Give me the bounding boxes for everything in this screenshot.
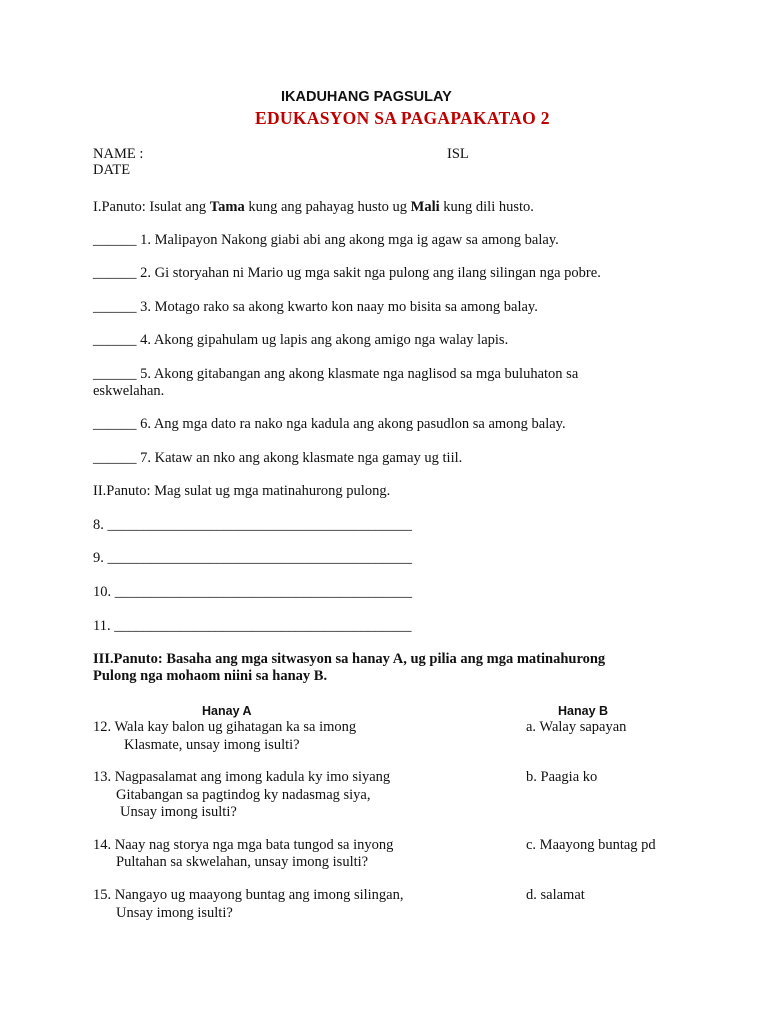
situation-item: 14. Naay nag storya nga mga bata tungod sa inyong: [93, 837, 394, 853]
situation-item: 15. Nangayo ug maayong buntag ang imong silingan,: [93, 887, 404, 903]
mali-keyword: Mali: [410, 199, 440, 215]
situation-item-line3: Unsay imong isulti?: [120, 804, 237, 820]
isl-label: ISL: [447, 146, 469, 162]
question-item: [93, 332, 508, 349]
question-text: 1. Malipayon Nakong giabi abi ang akong mga ig agaw sa among balay.: [140, 232, 559, 248]
answer-line[interactable]: 9. __________________________________________: [93, 550, 412, 566]
tama-keyword: Tama: [209, 199, 245, 215]
choice-d: d. salamat: [526, 887, 585, 903]
answer-blank[interactable]: ______: [93, 366, 137, 382]
answer-blank[interactable]: ______: [93, 450, 137, 466]
question-item: [93, 366, 578, 383]
situation-item: 12. Wala kay balon ug gihatagan ka sa imong: [93, 719, 357, 735]
question-text: 2. Gi storyahan ni Mario ug mga sakit nga pulong ang ilang silingan nga pobre.: [140, 265, 601, 281]
question-text: 4. Akong gipahulam ug lapis ang akong amigo nga walay lapis.: [140, 332, 509, 348]
answer-blank[interactable]: ______: [93, 265, 137, 281]
answer-blank[interactable]: ______: [93, 416, 137, 432]
answer-blank[interactable]: ______: [93, 299, 137, 315]
question-item: [93, 265, 601, 282]
situation-item-line2: Pultahan sa skwelahan, unsay imong isulti?: [116, 854, 369, 870]
question-item: [93, 232, 559, 249]
question-text-continuation: eskwelahan.: [93, 383, 165, 399]
situation-item-line2: Gitabangan sa pagtindog ky nadasmag siya,: [116, 787, 371, 803]
answer-blank[interactable]: ______: [93, 232, 137, 248]
part1-instruction-prefix: I.Panuto: Isulat ang: [93, 199, 207, 215]
test-title: IKADUHANG PAGSULAY: [281, 89, 452, 105]
part1-instruction-mid: kung ang pahayag husto ug: [248, 199, 408, 215]
question-text: 6. Ang mga dato ra nako nga kadula ang akong pasudlon sa among balay.: [140, 416, 566, 432]
question-item: [93, 450, 462, 467]
hanay-a-header: Hanay A: [202, 704, 252, 718]
part1-instruction-suffix: kung dili husto.: [443, 199, 534, 215]
question-item: [93, 299, 538, 316]
situation-item: 13. Nagpasalamat ang imong kadula ky imo siyang: [93, 769, 391, 785]
answer-line[interactable]: 10. _________________________________________: [93, 584, 412, 600]
choice-c: c. Maayong buntag pd: [526, 837, 656, 853]
part3-instruction-line1: III.Panuto: Basaha ang mga sitwasyon sa hanay A, ug pilia ang mga matinahurong: [93, 651, 606, 667]
name-label: NAME :: [93, 146, 144, 162]
answer-blank[interactable]: ______: [93, 332, 137, 348]
hanay-b-header: Hanay B: [558, 704, 609, 718]
answer-line[interactable]: 8. __________________________________________: [93, 517, 412, 533]
situation-item-line2: Unsay imong isulti?: [116, 905, 233, 921]
question-item: [93, 416, 566, 433]
date-label: DATE: [93, 162, 131, 178]
question-text: 7. Kataw an nko ang akong klasmate nga gamay ug tiil.: [140, 450, 463, 466]
choice-a: a. Walay sapayan: [526, 719, 627, 735]
choice-b: b. Paagia ko: [526, 769, 598, 785]
part1-instruction: [93, 199, 534, 216]
question-text: 3. Motago rako sa akong kwarto kon naay mo bisita sa among balay.: [140, 299, 538, 315]
part3-instruction-line2: Pulong nga mohaom niini sa hanay B.: [93, 668, 328, 684]
question-text: 5. Akong gitabangan ang akong klasmate nga naglisod sa mga buluhaton sa: [140, 366, 579, 382]
subject-title: EDUKASYON SA PAGAPAKATAO 2: [255, 108, 550, 128]
answer-line[interactable]: 11. _________________________________________: [93, 618, 412, 634]
part2-instruction: II.Panuto: Mag sulat ug mga matinahurong pulong.: [93, 483, 391, 499]
situation-item-line2: Klasmate, unsay imong isulti?: [124, 737, 300, 753]
